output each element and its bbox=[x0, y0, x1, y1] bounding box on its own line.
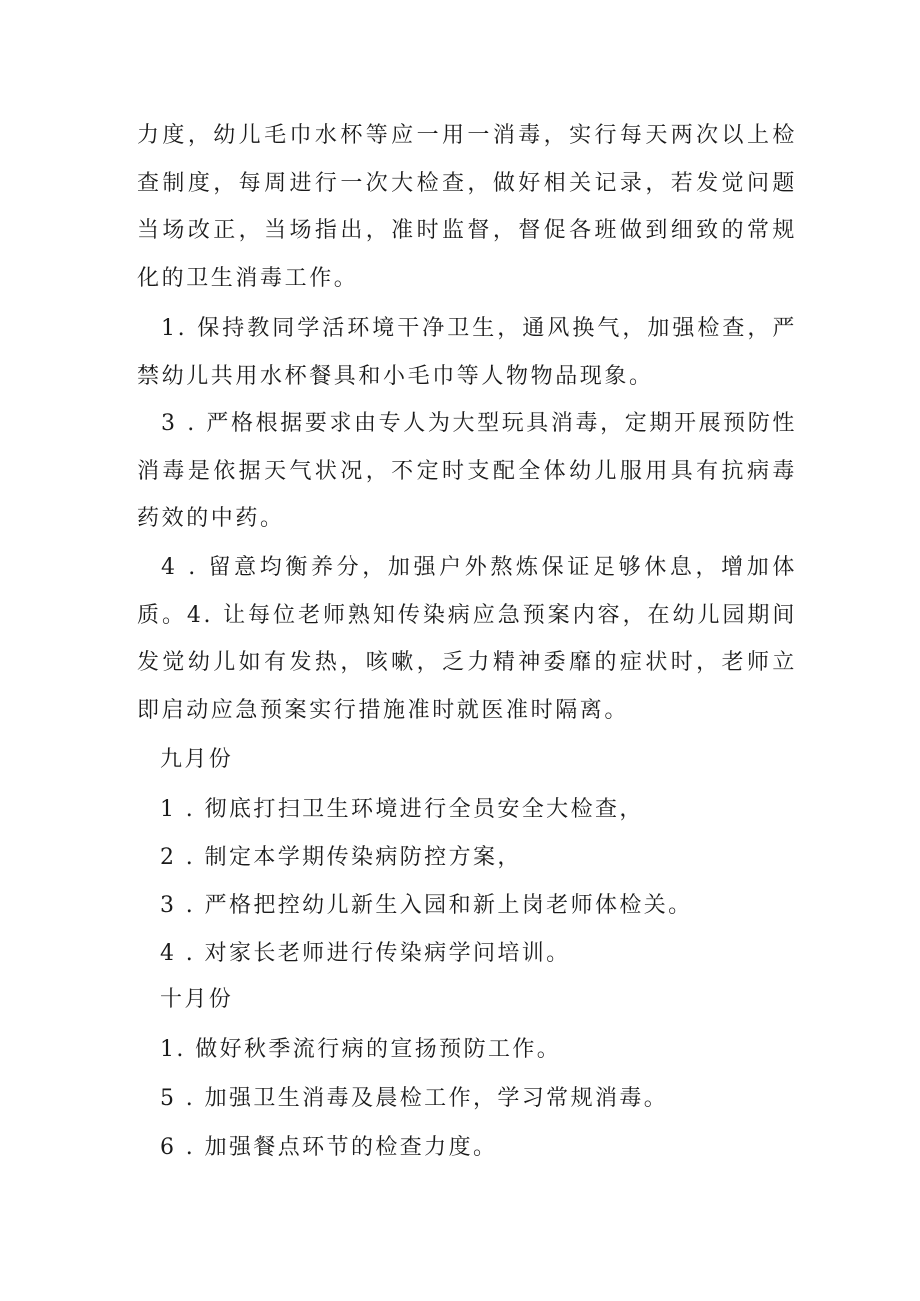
september-list-item: 3 . 严格把控幼儿新生入园和新上岗老师体检关。 bbox=[160, 893, 693, 918]
paragraph-item-3-toy-disinfection: 3 . 严格根据要求由专人为大型玩具消毒，定期开展预防性消毒是依据天气状况，不定时支配全体幼儿服用具有抗病毒药效的中药。 bbox=[137, 411, 797, 531]
september-list-item: 1 . 彻底打扫卫生环境进行全员安全大检查， bbox=[160, 797, 644, 822]
october-list-item: 5 . 加强卫生消毒及晨检工作，学习常规消毒。 bbox=[160, 1086, 669, 1111]
september-list-item: 2 . 制定本学期传染病防控方案， bbox=[160, 845, 522, 870]
section-heading-october: 十月份 bbox=[160, 987, 234, 1012]
october-list-item: 6 . 加强餐点环节的检查力度。 bbox=[160, 1135, 498, 1160]
section-heading-september: 九月份 bbox=[160, 747, 234, 772]
paragraph-item-1-hygiene: 1. 保持教同学活环境干净卫生，通风换气，加强检查，严禁幼儿共用水杯餐具和小毛巾等人物物品现象。 bbox=[137, 316, 797, 389]
october-list-item: 1. 做好秋季流行病的宣扬预防工作。 bbox=[160, 1037, 562, 1062]
september-list-item: 4 . 对家长老师进行传染病学问培训。 bbox=[160, 941, 571, 966]
paragraph-item-4-nutrition: 4 . 留意均衡养分，加强户外熬炼保证足够休息，增加体质。4. 让每位老师熟知传染病应急预案内容，在幼儿园期间发觉幼儿如有发热，咳嗽，乏力精神委靡的症状时，老师立即启动应急预案实行措施准时就医准时隔离。 bbox=[137, 555, 797, 723]
paragraph-disinfection-intro: 力度，幼儿毛巾水杯等应一用一消毒，实行每天两次以上检查制度，每周进行一次大检查，做好相关记录，若发觉问题当场改正，当场指出，准时监督，督促各班做到细致的常规化的卫生消毒工作。 bbox=[137, 123, 797, 291]
